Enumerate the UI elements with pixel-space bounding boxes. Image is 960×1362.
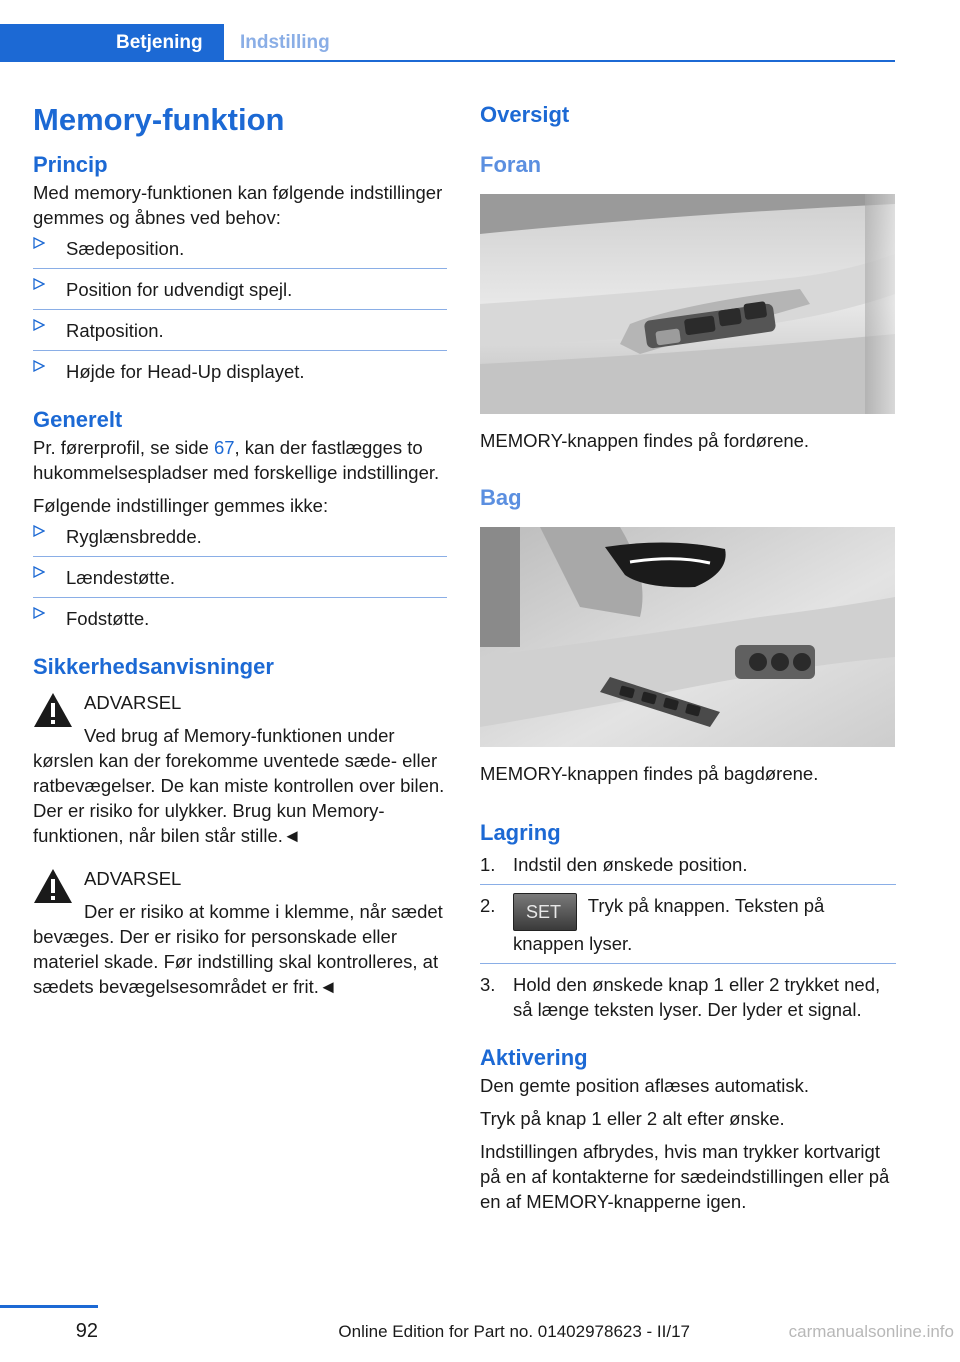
- list-item-text: Lændestøtte.: [66, 567, 176, 588]
- list-item-text: Ratposition.: [66, 320, 164, 341]
- warning-text: Ved brug af Memory-funktionen under kørslen kan der forekomme uventede sæde- eller ratbevægelser. De kan miste kontrollen over bilen. Der er risiko for ulykker. Brug kun Memory-funktionen, når bilen står stille.◄: [33, 725, 445, 846]
- page-number-text: 92: [75, 1320, 98, 1342]
- aktivering-p1: Den gemte position aflæses automatisk.: [480, 1075, 810, 1096]
- warning-triangle-icon: [33, 868, 73, 904]
- lagring-steps: [480, 852, 896, 1029]
- generelt-text-after: , kan der fastlægges to hukommelsespladser med forskellige indstillinger.: [33, 437, 440, 483]
- aktivering-heading: Aktivering: [480, 1045, 588, 1070]
- triangle-bullet-icon: [33, 525, 45, 537]
- edition-text: Online Edition for Part no. 01402978623 - II/17: [338, 1322, 690, 1341]
- list-item: [33, 352, 447, 391]
- page-link[interactable]: 67: [213, 437, 235, 458]
- oversigt-heading: Oversigt: [480, 102, 570, 127]
- warning-block: [33, 690, 447, 848]
- list-item: [33, 599, 447, 638]
- bag-caption: MEMORY-knappen findes på bagdørene.: [480, 763, 819, 784]
- footer-line: [0, 1305, 98, 1308]
- princip-intro: Med memory-funktionen kan følgende indstillinger gemmes og åbnes ved behov:: [33, 182, 443, 228]
- warning-title: ADVARSEL: [84, 692, 182, 713]
- safety-heading: Sikkerhedsanvisninger: [33, 654, 274, 679]
- aktivering-p3: Indstillingen afbrydes, hvis man trykker kortvarigt på en af kontakterne for sædeindstillingen eller på en af MEMORY-knapperne igen.: [480, 1141, 890, 1212]
- list-item-text: Ryglænsbredde.: [66, 526, 202, 547]
- header-tabbar: [0, 24, 895, 62]
- list-item: [33, 524, 447, 557]
- step-text: Hold den ønskede knap 1 eller 2 trykket ned, så længe teksten lyser. Der lyder et signal.: [513, 974, 881, 1020]
- step-text: Indstil den ønskede position.: [513, 854, 748, 875]
- list-item: [480, 965, 896, 1029]
- triangle-bullet-icon: [33, 566, 45, 578]
- right-column: [480, 96, 896, 1214]
- princip-list: [33, 236, 447, 391]
- triangle-bullet-icon: [33, 278, 45, 290]
- princip-heading: Princip: [33, 152, 108, 177]
- warning-block: [33, 866, 447, 999]
- triangle-bullet-icon: [33, 237, 45, 249]
- bag-heading: Bag: [480, 485, 522, 510]
- triangle-bullet-icon: [33, 607, 45, 619]
- list-item: [480, 886, 896, 964]
- list-item: [480, 852, 896, 885]
- list-item: [33, 558, 447, 598]
- aktivering-p2: Tryk på knap 1 eller 2 alt efter ønske.: [480, 1108, 785, 1129]
- foran-heading: Foran: [480, 152, 542, 177]
- generelt-text-before: Pr. førerprofil, se side: [33, 437, 214, 458]
- rear-door-photo: [480, 527, 895, 747]
- warning-triangle-icon: [33, 692, 73, 728]
- front-door-photo: [480, 194, 895, 414]
- triangle-bullet-icon: [33, 319, 45, 331]
- lagring-heading: Lagring: [480, 820, 561, 845]
- tab-indstilling[interactable]: Indstilling: [240, 32, 330, 53]
- triangle-bullet-icon: [33, 360, 45, 372]
- step-text: Tryk på knappen. Teksten på knappen lyser.: [513, 895, 825, 954]
- list-item: [33, 270, 447, 310]
- list-item: [33, 236, 447, 269]
- page-title: Memory-funktion: [33, 102, 285, 137]
- not-saved-list: [33, 524, 447, 638]
- watermark[interactable]: carmanualsonline.info: [788, 1322, 954, 1341]
- list-item-text: Fodstøtte.: [66, 608, 150, 629]
- tab-betjening[interactable]: Betjening: [0, 24, 224, 61]
- left-column: [33, 96, 447, 999]
- list-item: [33, 311, 447, 351]
- not-saved-text: Følgende indstillinger gemmes ikke:: [33, 495, 329, 516]
- generelt-text: [33, 435, 447, 485]
- warning-title: ADVARSEL: [84, 868, 182, 889]
- list-item-text: Position for udvendigt spejl.: [66, 279, 293, 300]
- generelt-heading: Generelt: [33, 407, 123, 432]
- step-number: 3.: [480, 974, 496, 995]
- step-number: 1.: [480, 854, 496, 875]
- foran-caption: MEMORY-knappen findes på fordørene.: [480, 430, 810, 451]
- warning-text: Der er risiko at komme i klemme, når sædet bevæges. Der er risiko for personskade eller materiel skade. Før indstilling skal kontrolleres, at sædets bevægelsesområdet er frit.◄: [33, 901, 443, 997]
- step-number: 2.: [480, 895, 496, 916]
- set-button-icon: SET: [513, 893, 577, 931]
- list-item-text: Sædeposition.: [66, 238, 185, 259]
- list-item-text: Højde for Head-Up displayet.: [66, 361, 305, 382]
